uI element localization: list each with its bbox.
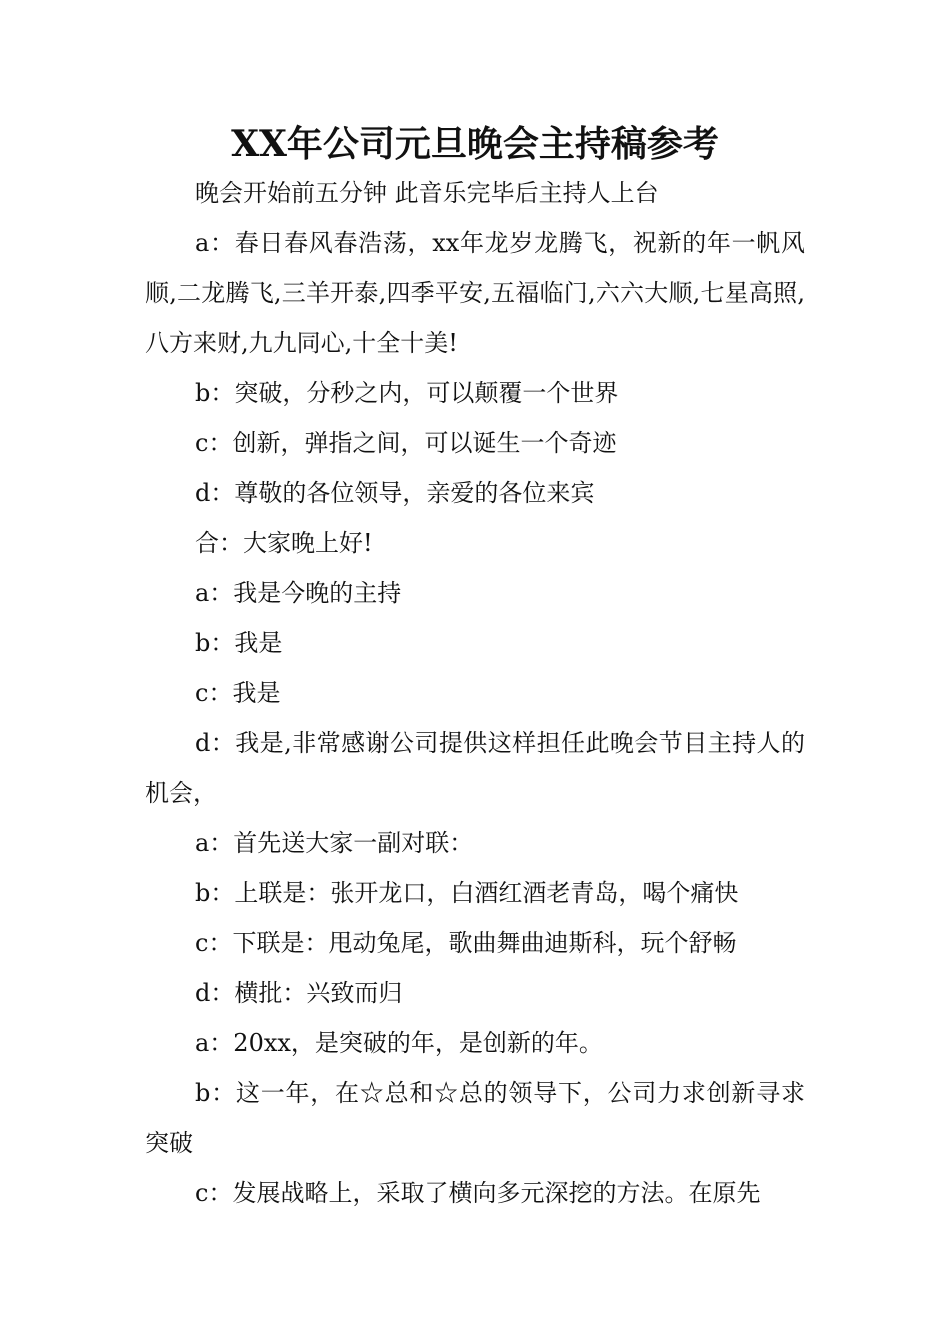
paragraph: 晚会开始前五分钟 此音乐完毕后主持人上台 (195, 179, 659, 207)
paragraph: c：创新，弹指之间，可以诞生一个奇迹 (195, 429, 617, 457)
paragraph: b：突破，分秒之内，可以颠覆一个世界 (195, 379, 619, 407)
paragraph: a：春日春风春浩荡，xx年龙岁龙腾飞，祝新的年一帆风顺,二龙腾飞,三羊开泰,四季平安,五福临门,六六大顺,七星高照,八方来财,九九同心,十全十美! (145, 229, 805, 357)
paragraph: d：横批：兴致而归 (195, 979, 403, 1007)
document-title: XX年公司元旦晚会主持稿参考 (231, 123, 719, 165)
paragraph: c：下联是：甩动兔尾，歌曲舞曲迪斯科，玩个舒畅 (195, 929, 737, 957)
paragraph: c：发展战略上，采取了横向多元深挖的方法。在原先 (195, 1179, 761, 1207)
paragraph: b：这一年，在☆总和☆总的领导下，公司力求创新寻求突破 (145, 1079, 805, 1157)
paragraph: a：20xx，是突破的年，是创新的年。 (195, 1029, 603, 1057)
paragraph: a：我是今晚的主持 (195, 579, 402, 607)
paragraph: d：我是,非常感谢公司提供这样担任此晚会节目主持人的机会， (145, 729, 805, 807)
paragraph: 合：大家晚上好! (195, 529, 373, 557)
paragraph: b：上联是：张开龙口，白酒红酒老青岛，喝个痛快 (195, 879, 739, 907)
paragraph: a：首先送大家一副对联： (195, 829, 474, 857)
document-body (145, 168, 805, 1218)
paragraph: d：尊敬的各位领导，亲爱的各位来宾 (195, 479, 595, 507)
paragraph: b：我是 (195, 629, 283, 657)
paragraph: c：我是 (195, 679, 281, 707)
